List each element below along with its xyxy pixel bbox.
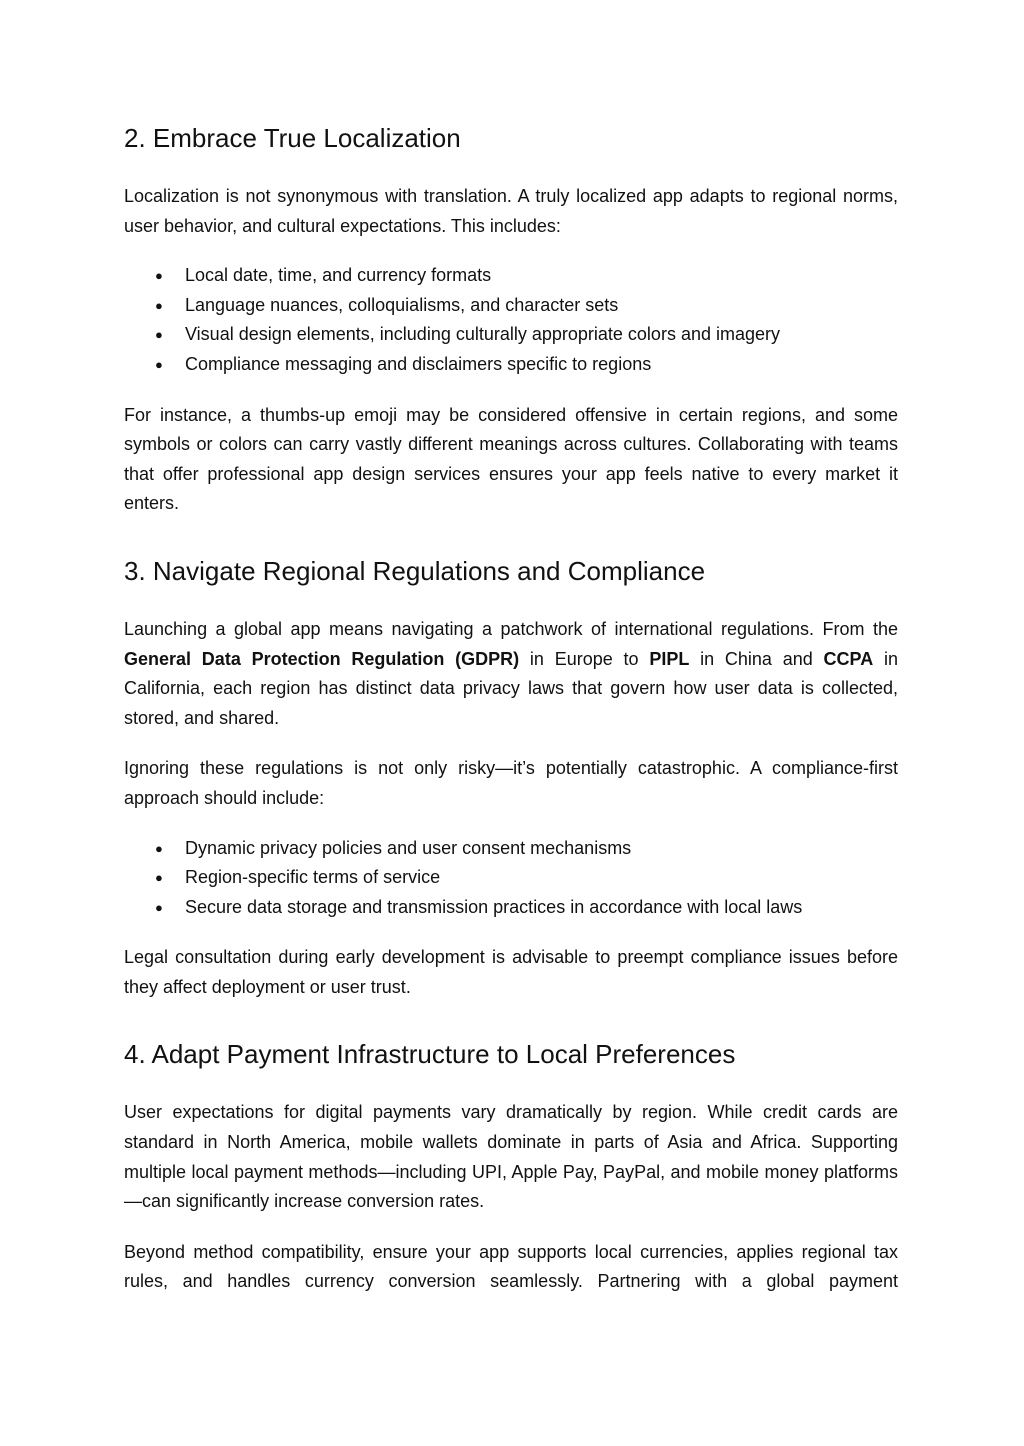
bullet-icon: ● (155, 327, 163, 343)
bullet-icon: ● (155, 840, 163, 856)
document-page (124, 118, 898, 1297)
legal-consultation-paragraph: Legal consultation during early development is advisable to preempt compliance issues before they affect deployment or user trust. (124, 947, 898, 997)
list-item: ● Visual design elements, including culturally appropriate colors and imagery (124, 320, 898, 350)
bullet-icon: ● (155, 268, 163, 284)
payments-currency-paragraph: Beyond method compatibility, ensure your app supports local currencies, applies regional tax rules, and handles currency conversion seamlessly. Partnering with a global payment (124, 1241, 898, 1292)
payments-intro-paragraph: User expectations for digital payments vary dramatically by region. While credit cards are standard in North America, mobile wallets dominate in parts of Asia and Africa. Supporting multiple local payment methods—including UPI, Apple Pay, PayPal, and mobile money platforms—can significantly increase conversion rates. (124, 1102, 898, 1212)
list-item: ● Dynamic privacy policies and user consent mechanisms (124, 834, 898, 864)
bullet-icon: ● (155, 870, 163, 886)
compliance-bullet-list (124, 834, 898, 923)
list-item: ● Compliance messaging and disclaimers specific to regions (124, 350, 898, 380)
localization-intro-paragraph: Localization is not synonymous with translation. A truly localized app adapts to regional norms, user behavior, and cultural expectations. This includes: (124, 186, 898, 236)
gdpr-term: General Data Protection Regulation (GDPR) (124, 648, 520, 669)
pipl-term: PIPL (649, 648, 690, 669)
bullet-icon: ● (155, 297, 163, 313)
bullet-icon: ● (155, 356, 163, 372)
section-heading-regulations: 3. Navigate Regional Regulations and Compliance (124, 555, 706, 586)
section-heading-localization: 2. Embrace True Localization (124, 123, 461, 153)
localization-bullet-list (124, 261, 898, 379)
regulations-risk-paragraph: Ignoring these regulations is not only risky—it’s potentially catastrophic. A compliance-first approach should include: (124, 758, 898, 808)
list-item: ● Region-specific terms of service (124, 863, 898, 893)
list-item: ● Language nuances, colloquialisms, and character sets (124, 291, 898, 321)
section-heading-payments: 4. Adapt Payment Infrastructure to Local Preferences (124, 1039, 736, 1070)
bullet-icon: ● (155, 899, 163, 915)
list-item: ● Local date, time, and currency formats (124, 261, 898, 291)
regulations-intro-paragraph: Launching a global app means navigating a patchwork of international regulations. From the General Data Protection Regulation (GDPR) in Europe to PIPL in China and CCPA in California, each region has distinct data privacy laws that govern how user data is collected, stored, and shared. (124, 618, 898, 728)
localization-example-paragraph: For instance, a thumbs-up emoji may be considered offensive in certain regions, and some symbols or colors can carry vastly different meanings across cultures. Collaborating with teams that offer professional app design services ensures your app feels native to every market it enters. (124, 404, 898, 514)
ccpa-term: CCPA (823, 648, 874, 669)
list-item: ● Secure data storage and transmission practices in accordance with local laws (124, 893, 898, 923)
